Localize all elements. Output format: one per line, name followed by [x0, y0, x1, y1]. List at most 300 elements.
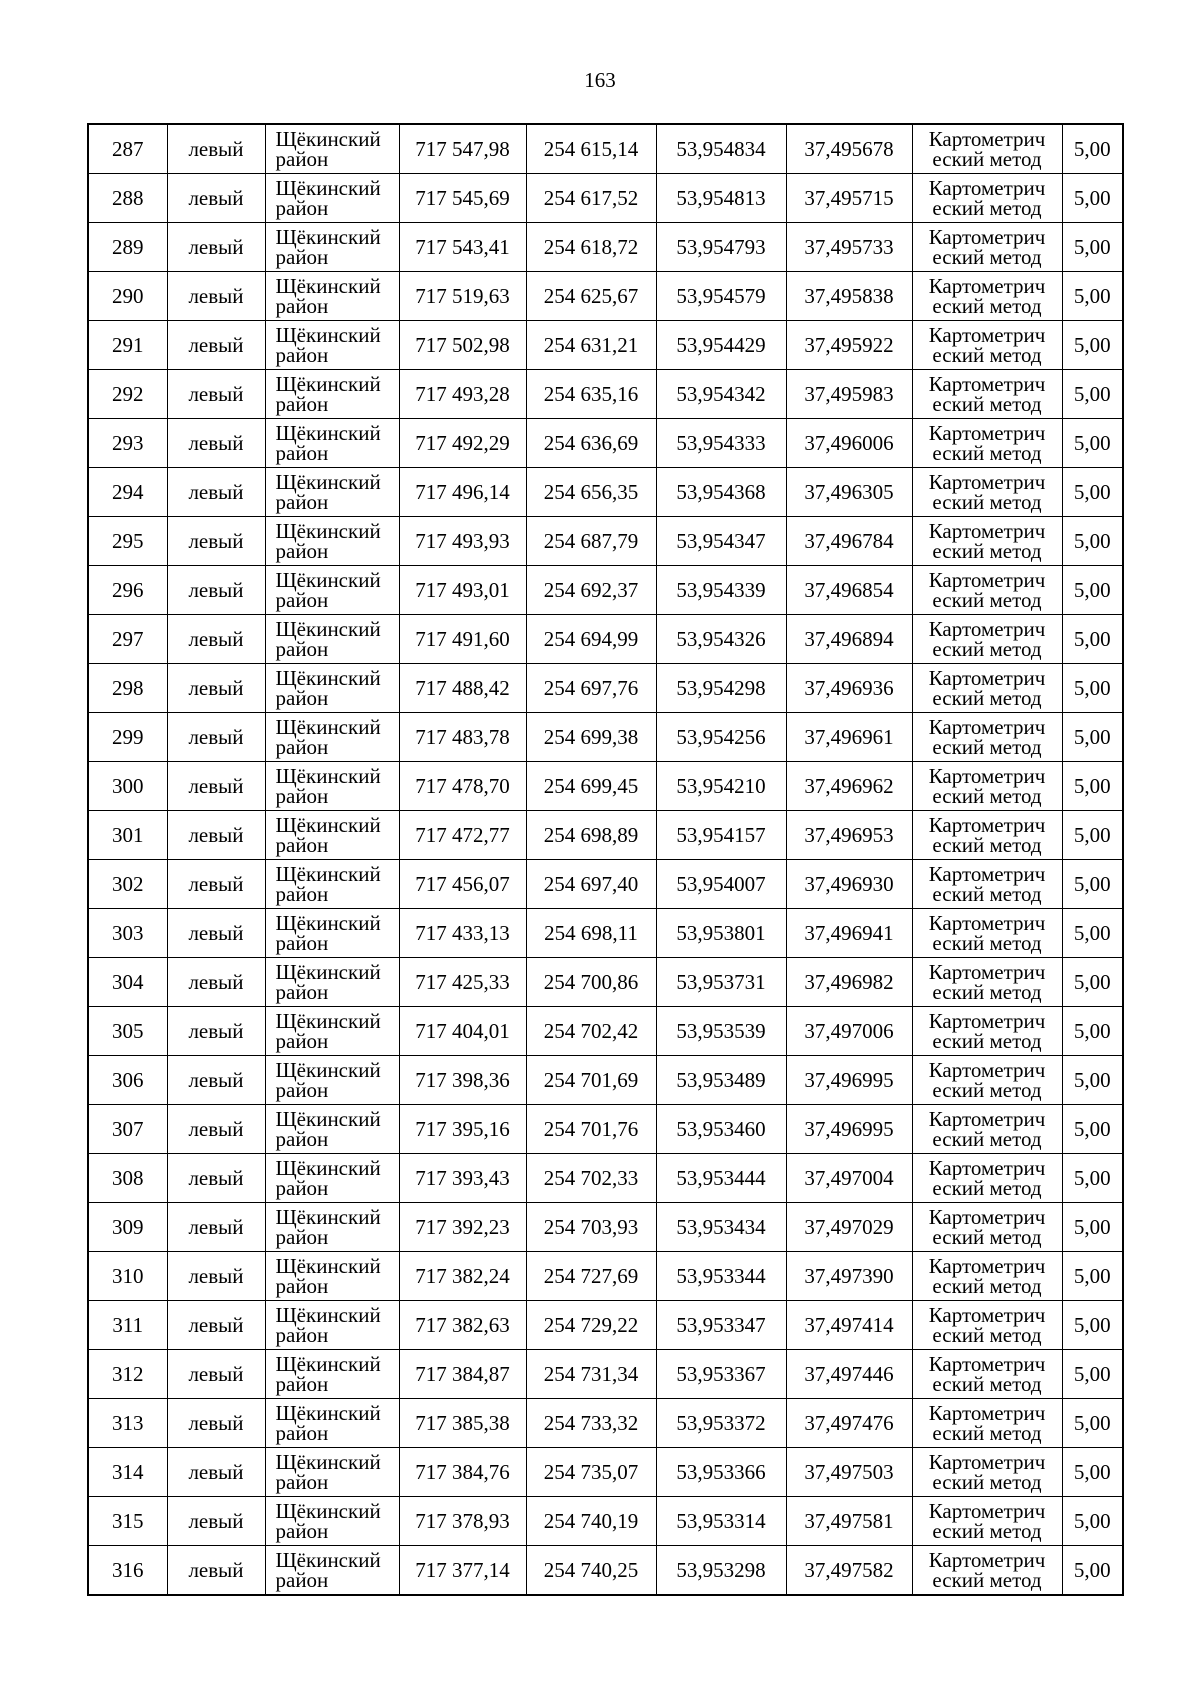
- method-line-2: еский метод: [932, 343, 1042, 367]
- method-cell: [912, 1350, 1062, 1399]
- latitude-cell: 53,954813: [656, 174, 786, 223]
- longitude-cell: 37,496930: [786, 860, 912, 909]
- longitude-cell: 37,495715: [786, 174, 912, 223]
- district-line-2: район: [275, 588, 329, 612]
- side-cell: левый: [167, 1056, 265, 1105]
- point-number-cell: 291: [88, 321, 167, 370]
- longitude-cell: 37,497476: [786, 1399, 912, 1448]
- latitude-cell: 53,953731: [656, 958, 786, 1007]
- x-coordinate-cell: 717 385,38: [399, 1399, 526, 1448]
- district-cell: [265, 517, 399, 566]
- table-row: [88, 1350, 1123, 1399]
- method-cell: [912, 1154, 1062, 1203]
- latitude-cell: 53,953489: [656, 1056, 786, 1105]
- x-coordinate-cell: 717 493,01: [399, 566, 526, 615]
- longitude-cell: 37,496982: [786, 958, 912, 1007]
- latitude-cell: 53,954793: [656, 223, 786, 272]
- district-cell: [265, 419, 399, 468]
- district-line-2: район: [275, 735, 329, 759]
- y-coordinate-cell: 254 617,52: [526, 174, 656, 223]
- x-coordinate-cell: 717 543,41: [399, 223, 526, 272]
- side-cell: левый: [167, 909, 265, 958]
- method-line-2: еский метод: [932, 1519, 1042, 1543]
- method-line-1: Картометрич: [928, 960, 1046, 984]
- method-cell: [912, 664, 1062, 713]
- side-cell: левый: [167, 615, 265, 664]
- table-row: [88, 1252, 1123, 1301]
- longitude-cell: 37,495838: [786, 272, 912, 321]
- method-cell: [912, 1203, 1062, 1252]
- method-line-1: Картометрич: [928, 127, 1046, 151]
- method-line-1: Картометрич: [928, 1156, 1046, 1180]
- x-coordinate-cell: 717 491,60: [399, 615, 526, 664]
- district-cell: [265, 1203, 399, 1252]
- longitude-cell: 37,495922: [786, 321, 912, 370]
- method-cell: [912, 1399, 1062, 1448]
- district-line-2: район: [275, 392, 329, 416]
- method-line-2: еский метод: [932, 686, 1042, 710]
- longitude-cell: 37,497006: [786, 1007, 912, 1056]
- y-coordinate-cell: 254 656,35: [526, 468, 656, 517]
- district-line-1: Щёкинский: [275, 911, 381, 935]
- district-line-2: район: [275, 833, 329, 857]
- method-line-2: еский метод: [932, 392, 1042, 416]
- y-coordinate-cell: 254 699,45: [526, 762, 656, 811]
- y-coordinate-cell: 254 631,21: [526, 321, 656, 370]
- method-line-2: еский метод: [932, 490, 1042, 514]
- latitude-cell: 53,954298: [656, 664, 786, 713]
- method-line-2: еский метод: [932, 1225, 1042, 1249]
- district-line-2: район: [275, 980, 329, 1004]
- x-coordinate-cell: 717 378,93: [399, 1497, 526, 1546]
- point-number-cell: 298: [88, 664, 167, 713]
- district-line-2: район: [275, 196, 329, 220]
- district-cell: [265, 615, 399, 664]
- y-coordinate-cell: 254 615,14: [526, 124, 656, 174]
- method-line-2: еский метод: [932, 441, 1042, 465]
- longitude-cell: 37,496961: [786, 713, 912, 762]
- district-line-1: Щёкинский: [275, 1450, 381, 1474]
- method-line-1: Картометрич: [928, 666, 1046, 690]
- accuracy-cell: 5,00: [1062, 1350, 1123, 1399]
- method-line-1: Картометрич: [928, 1254, 1046, 1278]
- y-coordinate-cell: 254 692,37: [526, 566, 656, 615]
- point-number-cell: 313: [88, 1399, 167, 1448]
- district-line-2: район: [275, 539, 329, 563]
- district-line-1: Щёкинский: [275, 225, 381, 249]
- method-line-2: еский метод: [932, 196, 1042, 220]
- district-line-1: Щёкинский: [275, 617, 381, 641]
- latitude-cell: 53,954339: [656, 566, 786, 615]
- method-cell: [912, 468, 1062, 517]
- side-cell: левый: [167, 517, 265, 566]
- district-cell: [265, 958, 399, 1007]
- side-cell: левый: [167, 811, 265, 860]
- y-coordinate-cell: 254 625,67: [526, 272, 656, 321]
- side-cell: левый: [167, 762, 265, 811]
- point-number-cell: 297: [88, 615, 167, 664]
- method-cell: [912, 517, 1062, 566]
- district-line-1: Щёкинский: [275, 1009, 381, 1033]
- point-number-cell: 303: [88, 909, 167, 958]
- point-number-cell: 290: [88, 272, 167, 321]
- side-cell: левый: [167, 468, 265, 517]
- table-row: [88, 272, 1123, 321]
- latitude-cell: 53,954210: [656, 762, 786, 811]
- table-row: [88, 1399, 1123, 1448]
- side-cell: левый: [167, 1546, 265, 1596]
- longitude-cell: 37,496894: [786, 615, 912, 664]
- side-cell: левый: [167, 1105, 265, 1154]
- accuracy-cell: 5,00: [1062, 615, 1123, 664]
- side-cell: левый: [167, 1007, 265, 1056]
- accuracy-cell: 5,00: [1062, 958, 1123, 1007]
- y-coordinate-cell: 254 701,69: [526, 1056, 656, 1105]
- longitude-cell: 37,496995: [786, 1105, 912, 1154]
- accuracy-cell: 5,00: [1062, 1105, 1123, 1154]
- side-cell: левый: [167, 1350, 265, 1399]
- district-cell: [265, 1154, 399, 1203]
- method-line-1: Картометрич: [928, 372, 1046, 396]
- method-cell: [912, 1252, 1062, 1301]
- accuracy-cell: 5,00: [1062, 517, 1123, 566]
- side-cell: левый: [167, 1154, 265, 1203]
- longitude-cell: 37,497581: [786, 1497, 912, 1546]
- table-row: [88, 174, 1123, 223]
- side-cell: левый: [167, 860, 265, 909]
- district-line-2: район: [275, 1323, 329, 1347]
- x-coordinate-cell: 717 425,33: [399, 958, 526, 1007]
- longitude-cell: 37,496305: [786, 468, 912, 517]
- method-cell: [912, 1448, 1062, 1497]
- district-line-2: район: [275, 1127, 329, 1151]
- latitude-cell: 53,953372: [656, 1399, 786, 1448]
- district-line-1: Щёкинский: [275, 176, 381, 200]
- longitude-cell: 37,497503: [786, 1448, 912, 1497]
- y-coordinate-cell: 254 733,32: [526, 1399, 656, 1448]
- district-line-1: Щёкинский: [275, 1156, 381, 1180]
- latitude-cell: 53,954579: [656, 272, 786, 321]
- method-cell: [912, 615, 1062, 664]
- method-line-1: Картометрич: [928, 862, 1046, 886]
- y-coordinate-cell: 254 735,07: [526, 1448, 656, 1497]
- point-number-cell: 308: [88, 1154, 167, 1203]
- latitude-cell: 53,954157: [656, 811, 786, 860]
- method-line-2: еский метод: [932, 784, 1042, 808]
- method-line-1: Картометрич: [928, 274, 1046, 298]
- district-line-2: район: [275, 245, 329, 269]
- method-line-1: Картометрич: [928, 1107, 1046, 1131]
- district-line-2: район: [275, 1568, 329, 1592]
- latitude-cell: 53,953444: [656, 1154, 786, 1203]
- method-cell: [912, 811, 1062, 860]
- method-line-1: Картометрич: [928, 1303, 1046, 1327]
- method-line-1: Картометрич: [928, 1352, 1046, 1376]
- district-line-2: район: [275, 686, 329, 710]
- district-cell: [265, 1301, 399, 1350]
- table-row: [88, 1546, 1123, 1596]
- district-line-2: район: [275, 1421, 329, 1445]
- method-line-2: еский метод: [932, 1274, 1042, 1298]
- method-cell: [912, 174, 1062, 223]
- table-row: [88, 1497, 1123, 1546]
- accuracy-cell: 5,00: [1062, 370, 1123, 419]
- method-line-2: еский метод: [932, 1470, 1042, 1494]
- point-number-cell: 301: [88, 811, 167, 860]
- point-number-cell: 293: [88, 419, 167, 468]
- side-cell: левый: [167, 1448, 265, 1497]
- y-coordinate-cell: 254 740,19: [526, 1497, 656, 1546]
- accuracy-cell: 5,00: [1062, 664, 1123, 713]
- method-cell: [912, 1301, 1062, 1350]
- latitude-cell: 53,953314: [656, 1497, 786, 1546]
- district-line-2: район: [275, 1372, 329, 1396]
- accuracy-cell: 5,00: [1062, 1007, 1123, 1056]
- point-number-cell: 294: [88, 468, 167, 517]
- method-cell: [912, 1007, 1062, 1056]
- district-line-1: Щёкинский: [275, 274, 381, 298]
- x-coordinate-cell: 717 377,14: [399, 1546, 526, 1596]
- district-line-2: район: [275, 882, 329, 906]
- accuracy-cell: 5,00: [1062, 124, 1123, 174]
- latitude-cell: 53,953344: [656, 1252, 786, 1301]
- point-number-cell: 289: [88, 223, 167, 272]
- district-line-2: район: [275, 343, 329, 367]
- latitude-cell: 53,953801: [656, 909, 786, 958]
- point-number-cell: 310: [88, 1252, 167, 1301]
- method-line-2: еский метод: [932, 1176, 1042, 1200]
- y-coordinate-cell: 254 698,11: [526, 909, 656, 958]
- method-cell: [912, 223, 1062, 272]
- method-line-2: еский метод: [932, 882, 1042, 906]
- latitude-cell: 53,953367: [656, 1350, 786, 1399]
- method-cell: [912, 909, 1062, 958]
- x-coordinate-cell: 717 492,29: [399, 419, 526, 468]
- accuracy-cell: 5,00: [1062, 321, 1123, 370]
- district-cell: [265, 1546, 399, 1596]
- point-number-cell: 300: [88, 762, 167, 811]
- x-coordinate-cell: 717 392,23: [399, 1203, 526, 1252]
- district-line-2: район: [275, 637, 329, 661]
- district-cell: [265, 713, 399, 762]
- method-line-1: Картометрич: [928, 813, 1046, 837]
- table-row: [88, 419, 1123, 468]
- longitude-cell: 37,495983: [786, 370, 912, 419]
- y-coordinate-cell: 254 699,38: [526, 713, 656, 762]
- latitude-cell: 53,954368: [656, 468, 786, 517]
- district-line-1: Щёкинский: [275, 568, 381, 592]
- x-coordinate-cell: 717 493,93: [399, 517, 526, 566]
- accuracy-cell: 5,00: [1062, 1252, 1123, 1301]
- point-number-cell: 292: [88, 370, 167, 419]
- x-coordinate-cell: 717 433,13: [399, 909, 526, 958]
- longitude-cell: 37,495678: [786, 124, 912, 174]
- latitude-cell: 53,954429: [656, 321, 786, 370]
- x-coordinate-cell: 717 395,16: [399, 1105, 526, 1154]
- accuracy-cell: 5,00: [1062, 1154, 1123, 1203]
- accuracy-cell: 5,00: [1062, 566, 1123, 615]
- district-line-1: Щёкинский: [275, 862, 381, 886]
- table-row: [88, 1301, 1123, 1350]
- table-row: [88, 713, 1123, 762]
- x-coordinate-cell: 717 472,77: [399, 811, 526, 860]
- district-line-1: Щёкинский: [275, 1352, 381, 1376]
- method-cell: [912, 272, 1062, 321]
- accuracy-cell: 5,00: [1062, 419, 1123, 468]
- point-number-cell: 288: [88, 174, 167, 223]
- district-line-1: Щёкинский: [275, 519, 381, 543]
- district-line-2: район: [275, 294, 329, 318]
- point-number-cell: 316: [88, 1546, 167, 1596]
- y-coordinate-cell: 254 698,89: [526, 811, 656, 860]
- accuracy-cell: 5,00: [1062, 1497, 1123, 1546]
- method-cell: [912, 321, 1062, 370]
- latitude-cell: 53,953434: [656, 1203, 786, 1252]
- method-line-1: Картометрич: [928, 911, 1046, 935]
- table-row: [88, 1007, 1123, 1056]
- side-cell: левый: [167, 124, 265, 174]
- method-cell: [912, 958, 1062, 1007]
- y-coordinate-cell: 254 701,76: [526, 1105, 656, 1154]
- longitude-cell: 37,496962: [786, 762, 912, 811]
- side-cell: левый: [167, 958, 265, 1007]
- x-coordinate-cell: 717 384,87: [399, 1350, 526, 1399]
- x-coordinate-cell: 717 547,98: [399, 124, 526, 174]
- method-cell: [912, 762, 1062, 811]
- method-line-2: еский метод: [932, 245, 1042, 269]
- table-row: [88, 958, 1123, 1007]
- side-cell: левый: [167, 1399, 265, 1448]
- district-line-1: Щёкинский: [275, 1303, 381, 1327]
- longitude-cell: 37,497414: [786, 1301, 912, 1350]
- table-row: [88, 762, 1123, 811]
- method-line-2: еский метод: [932, 980, 1042, 1004]
- point-number-cell: 304: [88, 958, 167, 1007]
- accuracy-cell: 5,00: [1062, 860, 1123, 909]
- district-line-2: район: [275, 1519, 329, 1543]
- point-number-cell: 305: [88, 1007, 167, 1056]
- longitude-cell: 37,497004: [786, 1154, 912, 1203]
- x-coordinate-cell: 717 519,63: [399, 272, 526, 321]
- district-cell: [265, 468, 399, 517]
- district-line-2: район: [275, 784, 329, 808]
- point-number-cell: 309: [88, 1203, 167, 1252]
- district-line-2: район: [275, 1029, 329, 1053]
- method-cell: [912, 370, 1062, 419]
- point-number-cell: 314: [88, 1448, 167, 1497]
- district-line-1: Щёкинский: [275, 470, 381, 494]
- x-coordinate-cell: 717 382,24: [399, 1252, 526, 1301]
- side-cell: левый: [167, 566, 265, 615]
- x-coordinate-cell: 717 483,78: [399, 713, 526, 762]
- method-line-1: Картометрич: [928, 1450, 1046, 1474]
- table-row: [88, 860, 1123, 909]
- method-cell: [912, 419, 1062, 468]
- method-line-1: Картометрич: [928, 176, 1046, 200]
- district-line-1: Щёкинский: [275, 1254, 381, 1278]
- side-cell: левый: [167, 664, 265, 713]
- x-coordinate-cell: 717 398,36: [399, 1056, 526, 1105]
- district-cell: [265, 1448, 399, 1497]
- x-coordinate-cell: 717 496,14: [399, 468, 526, 517]
- side-cell: левый: [167, 419, 265, 468]
- y-coordinate-cell: 254 703,93: [526, 1203, 656, 1252]
- district-line-1: Щёкинский: [275, 127, 381, 151]
- x-coordinate-cell: 717 488,42: [399, 664, 526, 713]
- x-coordinate-cell: 717 382,63: [399, 1301, 526, 1350]
- point-number-cell: 306: [88, 1056, 167, 1105]
- accuracy-cell: 5,00: [1062, 909, 1123, 958]
- side-cell: левый: [167, 1252, 265, 1301]
- accuracy-cell: 5,00: [1062, 1203, 1123, 1252]
- method-line-1: Картометрич: [928, 1058, 1046, 1082]
- side-cell: левый: [167, 321, 265, 370]
- latitude-cell: 53,954007: [656, 860, 786, 909]
- longitude-cell: 37,496936: [786, 664, 912, 713]
- method-line-2: еский метод: [932, 735, 1042, 759]
- method-cell: [912, 1056, 1062, 1105]
- method-cell: [912, 1546, 1062, 1596]
- table-row: [88, 1448, 1123, 1497]
- x-coordinate-cell: 717 493,28: [399, 370, 526, 419]
- method-line-2: еский метод: [932, 147, 1042, 171]
- x-coordinate-cell: 717 502,98: [399, 321, 526, 370]
- district-cell: [265, 1056, 399, 1105]
- point-number-cell: 287: [88, 124, 167, 174]
- side-cell: левый: [167, 174, 265, 223]
- district-line-1: Щёкинский: [275, 1107, 381, 1131]
- method-line-2: еский метод: [932, 1372, 1042, 1396]
- method-line-1: Картометрич: [928, 225, 1046, 249]
- district-line-1: Щёкинский: [275, 813, 381, 837]
- page-number: 163: [584, 68, 616, 92]
- method-line-2: еский метод: [932, 931, 1042, 955]
- accuracy-cell: 5,00: [1062, 223, 1123, 272]
- district-line-2: район: [275, 931, 329, 955]
- table-row: [88, 811, 1123, 860]
- latitude-cell: 53,954347: [656, 517, 786, 566]
- y-coordinate-cell: 254 702,33: [526, 1154, 656, 1203]
- longitude-cell: 37,496995: [786, 1056, 912, 1105]
- table-row: [88, 1203, 1123, 1252]
- method-line-1: Картометрич: [928, 764, 1046, 788]
- y-coordinate-cell: 254 700,86: [526, 958, 656, 1007]
- table-row: [88, 1105, 1123, 1154]
- accuracy-cell: 5,00: [1062, 713, 1123, 762]
- latitude-cell: 53,954342: [656, 370, 786, 419]
- method-line-2: еский метод: [932, 1078, 1042, 1102]
- method-line-2: еский метод: [932, 1568, 1042, 1592]
- district-cell: [265, 1399, 399, 1448]
- method-line-1: Картометрич: [928, 1548, 1046, 1572]
- accuracy-cell: 5,00: [1062, 762, 1123, 811]
- district-cell: [265, 860, 399, 909]
- table-row: [88, 1056, 1123, 1105]
- method-line-1: Картометрич: [928, 715, 1046, 739]
- table-row: [88, 223, 1123, 272]
- district-line-1: Щёкинский: [275, 764, 381, 788]
- latitude-cell: 53,954333: [656, 419, 786, 468]
- district-line-1: Щёкинский: [275, 1205, 381, 1229]
- method-line-1: Картометрич: [928, 519, 1046, 543]
- latitude-cell: 53,954256: [656, 713, 786, 762]
- district-line-1: Щёкинский: [275, 1548, 381, 1572]
- district-cell: [265, 566, 399, 615]
- side-cell: левый: [167, 370, 265, 419]
- district-line-2: район: [275, 490, 329, 514]
- point-number-cell: 312: [88, 1350, 167, 1399]
- x-coordinate-cell: 717 404,01: [399, 1007, 526, 1056]
